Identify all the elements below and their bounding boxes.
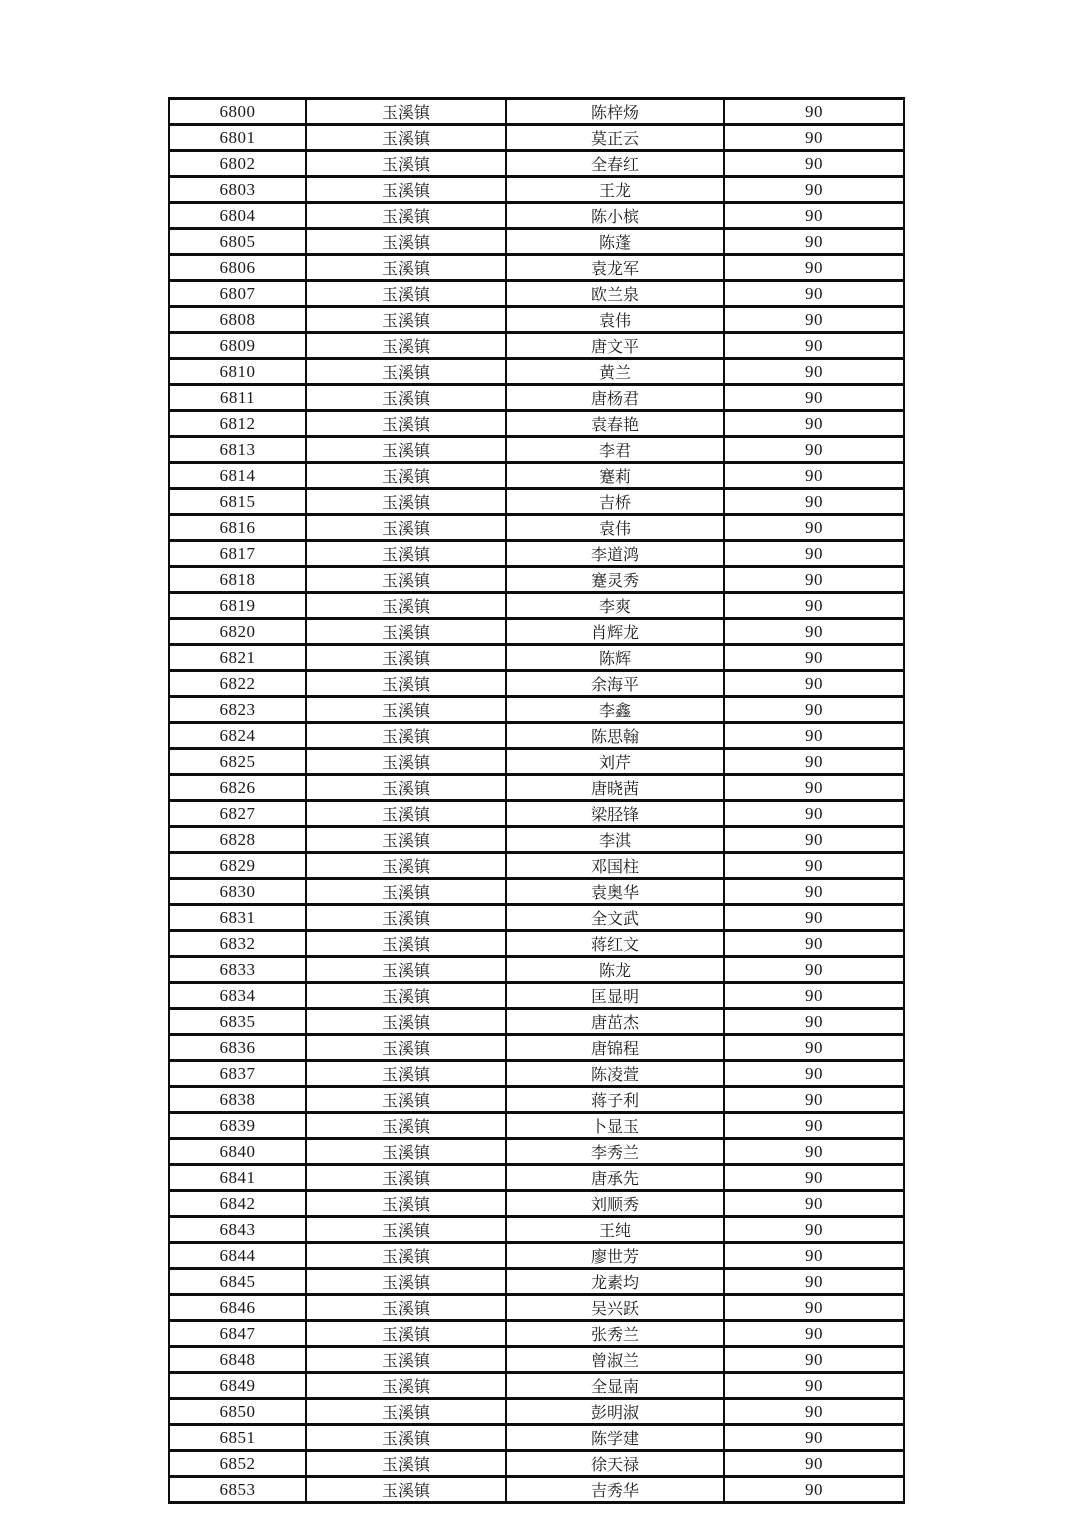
cell-id: 6803 [169, 177, 306, 203]
cell-score: 90 [724, 541, 904, 567]
cell-id: 6808 [169, 307, 306, 333]
cell-name: 欧兰泉 [506, 281, 724, 307]
table-row [169, 1399, 904, 1425]
cell-name: 陈蓬 [506, 229, 724, 255]
cell-name: 卜显玉 [506, 1113, 724, 1139]
cell-name: 彭明淑 [506, 1399, 724, 1425]
table-row [169, 125, 904, 151]
cell-town: 玉溪镇 [306, 1269, 506, 1295]
cell-id: 6817 [169, 541, 306, 567]
cell-score: 90 [724, 1191, 904, 1217]
cell-name: 蹇灵秀 [506, 567, 724, 593]
cell-name: 余海平 [506, 671, 724, 697]
cell-id: 6851 [169, 1425, 306, 1451]
cell-town: 玉溪镇 [306, 593, 506, 619]
cell-town: 玉溪镇 [306, 437, 506, 463]
cell-id: 6843 [169, 1217, 306, 1243]
cell-score: 90 [724, 1477, 904, 1503]
cell-score: 90 [724, 827, 904, 853]
table-row [169, 853, 904, 879]
cell-score: 90 [724, 879, 904, 905]
score-table-body [169, 99, 904, 1503]
cell-town: 玉溪镇 [306, 307, 506, 333]
cell-score: 90 [724, 1165, 904, 1191]
cell-id: 6852 [169, 1451, 306, 1477]
cell-id: 6807 [169, 281, 306, 307]
cell-town: 玉溪镇 [306, 827, 506, 853]
table-row [169, 541, 904, 567]
cell-score: 90 [724, 1399, 904, 1425]
cell-id: 6822 [169, 671, 306, 697]
cell-id: 6845 [169, 1269, 306, 1295]
cell-score: 90 [724, 229, 904, 255]
cell-id: 6806 [169, 255, 306, 281]
cell-town: 玉溪镇 [306, 801, 506, 827]
cell-id: 6813 [169, 437, 306, 463]
table-row [169, 333, 904, 359]
cell-score: 90 [724, 749, 904, 775]
cell-id: 6838 [169, 1087, 306, 1113]
cell-name: 黄兰 [506, 359, 724, 385]
cell-score: 90 [724, 931, 904, 957]
table-row [169, 177, 904, 203]
cell-id: 6837 [169, 1061, 306, 1087]
table-row [169, 697, 904, 723]
cell-name: 龙素均 [506, 1269, 724, 1295]
cell-name: 匡显明 [506, 983, 724, 1009]
cell-town: 玉溪镇 [306, 463, 506, 489]
cell-score: 90 [724, 697, 904, 723]
cell-town: 玉溪镇 [306, 879, 506, 905]
cell-name: 莫正云 [506, 125, 724, 151]
cell-town: 玉溪镇 [306, 1139, 506, 1165]
table-row [169, 437, 904, 463]
cell-name: 李君 [506, 437, 724, 463]
table-row [169, 1165, 904, 1191]
table-row [169, 671, 904, 697]
table-row [169, 749, 904, 775]
table-row [169, 1217, 904, 1243]
cell-score: 90 [724, 1321, 904, 1347]
cell-name: 袁春艳 [506, 411, 724, 437]
cell-id: 6825 [169, 749, 306, 775]
cell-score: 90 [724, 801, 904, 827]
cell-score: 90 [724, 177, 904, 203]
table-row [169, 1243, 904, 1269]
cell-id: 6830 [169, 879, 306, 905]
cell-town: 玉溪镇 [306, 1399, 506, 1425]
cell-score: 90 [724, 1269, 904, 1295]
cell-score: 90 [724, 593, 904, 619]
cell-town: 玉溪镇 [306, 541, 506, 567]
cell-town: 玉溪镇 [306, 671, 506, 697]
cell-id: 6818 [169, 567, 306, 593]
cell-name: 全显南 [506, 1373, 724, 1399]
cell-score: 90 [724, 1347, 904, 1373]
cell-town: 玉溪镇 [306, 1191, 506, 1217]
table-row [169, 1347, 904, 1373]
cell-name: 唐杨君 [506, 385, 724, 411]
cell-town: 玉溪镇 [306, 697, 506, 723]
cell-town: 玉溪镇 [306, 1009, 506, 1035]
cell-town: 玉溪镇 [306, 1425, 506, 1451]
cell-town: 玉溪镇 [306, 1061, 506, 1087]
cell-name: 陈辉 [506, 645, 724, 671]
table-row [169, 1061, 904, 1087]
cell-town: 玉溪镇 [306, 489, 506, 515]
cell-name: 李道鸿 [506, 541, 724, 567]
table-row [169, 489, 904, 515]
cell-score: 90 [724, 1139, 904, 1165]
cell-id: 6824 [169, 723, 306, 749]
table-row [169, 151, 904, 177]
cell-score: 90 [724, 1087, 904, 1113]
table-row [169, 385, 904, 411]
table-row [169, 957, 904, 983]
cell-town: 玉溪镇 [306, 645, 506, 671]
cell-name: 陈梓炀 [506, 99, 724, 125]
cell-town: 玉溪镇 [306, 619, 506, 645]
table-row [169, 827, 904, 853]
cell-score: 90 [724, 775, 904, 801]
cell-name: 唐茁杰 [506, 1009, 724, 1035]
cell-name: 吴兴跃 [506, 1295, 724, 1321]
cell-name: 唐文平 [506, 333, 724, 359]
cell-town: 玉溪镇 [306, 203, 506, 229]
cell-town: 玉溪镇 [306, 983, 506, 1009]
cell-score: 90 [724, 151, 904, 177]
cell-score: 90 [724, 437, 904, 463]
cell-id: 6823 [169, 697, 306, 723]
table-row [169, 593, 904, 619]
cell-id: 6850 [169, 1399, 306, 1425]
cell-id: 6802 [169, 151, 306, 177]
cell-id: 6809 [169, 333, 306, 359]
cell-id: 6814 [169, 463, 306, 489]
cell-town: 玉溪镇 [306, 99, 506, 125]
table-row [169, 645, 904, 671]
cell-score: 90 [724, 125, 904, 151]
cell-id: 6847 [169, 1321, 306, 1347]
table-row [169, 1009, 904, 1035]
cell-score: 90 [724, 463, 904, 489]
cell-name: 蒋红文 [506, 931, 724, 957]
cell-id: 6844 [169, 1243, 306, 1269]
cell-id: 6815 [169, 489, 306, 515]
cell-score: 90 [724, 1113, 904, 1139]
cell-id: 6832 [169, 931, 306, 957]
cell-town: 玉溪镇 [306, 1243, 506, 1269]
cell-name: 李秀兰 [506, 1139, 724, 1165]
cell-id: 6810 [169, 359, 306, 385]
table-row [169, 1035, 904, 1061]
table-row [169, 255, 904, 281]
cell-id: 6804 [169, 203, 306, 229]
cell-id: 6819 [169, 593, 306, 619]
cell-town: 玉溪镇 [306, 385, 506, 411]
cell-id: 6801 [169, 125, 306, 151]
cell-name: 袁伟 [506, 307, 724, 333]
cell-name: 李淇 [506, 827, 724, 853]
table-row [169, 1477, 904, 1503]
cell-town: 玉溪镇 [306, 1113, 506, 1139]
cell-name: 李爽 [506, 593, 724, 619]
cell-town: 玉溪镇 [306, 151, 506, 177]
cell-id: 6841 [169, 1165, 306, 1191]
cell-name: 唐承先 [506, 1165, 724, 1191]
table-row [169, 1373, 904, 1399]
cell-town: 玉溪镇 [306, 1321, 506, 1347]
cell-id: 6848 [169, 1347, 306, 1373]
cell-name: 吉桥 [506, 489, 724, 515]
table-row [169, 1269, 904, 1295]
cell-name: 袁龙军 [506, 255, 724, 281]
cell-id: 6811 [169, 385, 306, 411]
cell-score: 90 [724, 723, 904, 749]
cell-score: 90 [724, 333, 904, 359]
cell-town: 玉溪镇 [306, 255, 506, 281]
cell-town: 玉溪镇 [306, 229, 506, 255]
cell-score: 90 [724, 619, 904, 645]
cell-town: 玉溪镇 [306, 1035, 506, 1061]
cell-id: 6849 [169, 1373, 306, 1399]
cell-name: 曾淑兰 [506, 1347, 724, 1373]
cell-town: 玉溪镇 [306, 411, 506, 437]
cell-score: 90 [724, 645, 904, 671]
cell-town: 玉溪镇 [306, 1347, 506, 1373]
cell-name: 袁伟 [506, 515, 724, 541]
table-row [169, 905, 904, 931]
table-row [169, 1451, 904, 1477]
table-row [169, 931, 904, 957]
cell-town: 玉溪镇 [306, 1373, 506, 1399]
cell-id: 6839 [169, 1113, 306, 1139]
cell-score: 90 [724, 1295, 904, 1321]
cell-town: 玉溪镇 [306, 931, 506, 957]
cell-town: 玉溪镇 [306, 333, 506, 359]
cell-id: 6800 [169, 99, 306, 125]
table-row [169, 983, 904, 1009]
cell-town: 玉溪镇 [306, 515, 506, 541]
cell-name: 肖辉龙 [506, 619, 724, 645]
table-row [169, 515, 904, 541]
cell-score: 90 [724, 853, 904, 879]
cell-name: 刘顺秀 [506, 1191, 724, 1217]
table-row [169, 619, 904, 645]
table-row [169, 203, 904, 229]
table-row [169, 1087, 904, 1113]
cell-score: 90 [724, 307, 904, 333]
cell-town: 玉溪镇 [306, 1087, 506, 1113]
cell-id: 6835 [169, 1009, 306, 1035]
table-row [169, 775, 904, 801]
cell-score: 90 [724, 1451, 904, 1477]
cell-score: 90 [724, 281, 904, 307]
cell-id: 6833 [169, 957, 306, 983]
score-table [168, 97, 905, 1504]
cell-name: 唐锦程 [506, 1035, 724, 1061]
cell-id: 6826 [169, 775, 306, 801]
table-row [169, 1139, 904, 1165]
table-row [169, 1113, 904, 1139]
cell-town: 玉溪镇 [306, 749, 506, 775]
table-row [169, 411, 904, 437]
cell-id: 6853 [169, 1477, 306, 1503]
cell-town: 玉溪镇 [306, 905, 506, 931]
cell-score: 90 [724, 567, 904, 593]
cell-score: 90 [724, 359, 904, 385]
cell-name: 王纯 [506, 1217, 724, 1243]
cell-score: 90 [724, 489, 904, 515]
cell-name: 蒋子利 [506, 1087, 724, 1113]
cell-name: 唐晓茜 [506, 775, 724, 801]
table-row [169, 229, 904, 255]
cell-name: 徐天禄 [506, 1451, 724, 1477]
cell-score: 90 [724, 905, 904, 931]
cell-town: 玉溪镇 [306, 177, 506, 203]
cell-id: 6816 [169, 515, 306, 541]
cell-score: 90 [724, 1009, 904, 1035]
cell-town: 玉溪镇 [306, 853, 506, 879]
cell-id: 6842 [169, 1191, 306, 1217]
cell-score: 90 [724, 255, 904, 281]
cell-score: 90 [724, 411, 904, 437]
cell-town: 玉溪镇 [306, 567, 506, 593]
cell-name: 陈凌萱 [506, 1061, 724, 1087]
cell-town: 玉溪镇 [306, 1217, 506, 1243]
cell-name: 陈龙 [506, 957, 724, 983]
table-row [169, 1321, 904, 1347]
cell-name: 陈思翰 [506, 723, 724, 749]
cell-score: 90 [724, 515, 904, 541]
cell-name: 王龙 [506, 177, 724, 203]
cell-name: 全春红 [506, 151, 724, 177]
table-row [169, 567, 904, 593]
table-row [169, 307, 904, 333]
cell-name: 张秀兰 [506, 1321, 724, 1347]
cell-town: 玉溪镇 [306, 1451, 506, 1477]
cell-score: 90 [724, 1425, 904, 1451]
cell-name: 李鑫 [506, 697, 724, 723]
cell-name: 邓国柱 [506, 853, 724, 879]
table-row [169, 463, 904, 489]
cell-id: 6834 [169, 983, 306, 1009]
cell-score: 90 [724, 1217, 904, 1243]
cell-score: 90 [724, 983, 904, 1009]
cell-id: 6805 [169, 229, 306, 255]
table-row [169, 1191, 904, 1217]
cell-town: 玉溪镇 [306, 281, 506, 307]
cell-id: 6831 [169, 905, 306, 931]
cell-name: 刘芹 [506, 749, 724, 775]
cell-town: 玉溪镇 [306, 1295, 506, 1321]
cell-town: 玉溪镇 [306, 957, 506, 983]
cell-town: 玉溪镇 [306, 1165, 506, 1191]
cell-name: 廖世芳 [506, 1243, 724, 1269]
cell-id: 6820 [169, 619, 306, 645]
cell-town: 玉溪镇 [306, 359, 506, 385]
cell-score: 90 [724, 671, 904, 697]
cell-id: 6812 [169, 411, 306, 437]
table-row [169, 359, 904, 385]
cell-name: 陈学建 [506, 1425, 724, 1451]
table-row [169, 879, 904, 905]
cell-score: 90 [724, 1061, 904, 1087]
cell-name: 袁奥华 [506, 879, 724, 905]
cell-town: 玉溪镇 [306, 125, 506, 151]
cell-score: 90 [724, 1035, 904, 1061]
table-row [169, 281, 904, 307]
cell-town: 玉溪镇 [306, 1477, 506, 1503]
cell-town: 玉溪镇 [306, 723, 506, 749]
cell-name: 蹇莉 [506, 463, 724, 489]
cell-id: 6828 [169, 827, 306, 853]
cell-id: 6827 [169, 801, 306, 827]
cell-score: 90 [724, 385, 904, 411]
table-row [169, 801, 904, 827]
cell-town: 玉溪镇 [306, 775, 506, 801]
table-row [169, 723, 904, 749]
cell-name: 梁胫锋 [506, 801, 724, 827]
cell-score: 90 [724, 203, 904, 229]
cell-id: 6829 [169, 853, 306, 879]
cell-score: 90 [724, 1243, 904, 1269]
cell-id: 6840 [169, 1139, 306, 1165]
cell-name: 吉秀华 [506, 1477, 724, 1503]
cell-score: 90 [724, 1373, 904, 1399]
cell-name: 全文武 [506, 905, 724, 931]
cell-id: 6846 [169, 1295, 306, 1321]
cell-name: 陈小槟 [506, 203, 724, 229]
table-row [169, 99, 904, 125]
table-row [169, 1295, 904, 1321]
table-row [169, 1425, 904, 1451]
cell-id: 6836 [169, 1035, 306, 1061]
cell-score: 90 [724, 99, 904, 125]
cell-score: 90 [724, 957, 904, 983]
cell-id: 6821 [169, 645, 306, 671]
